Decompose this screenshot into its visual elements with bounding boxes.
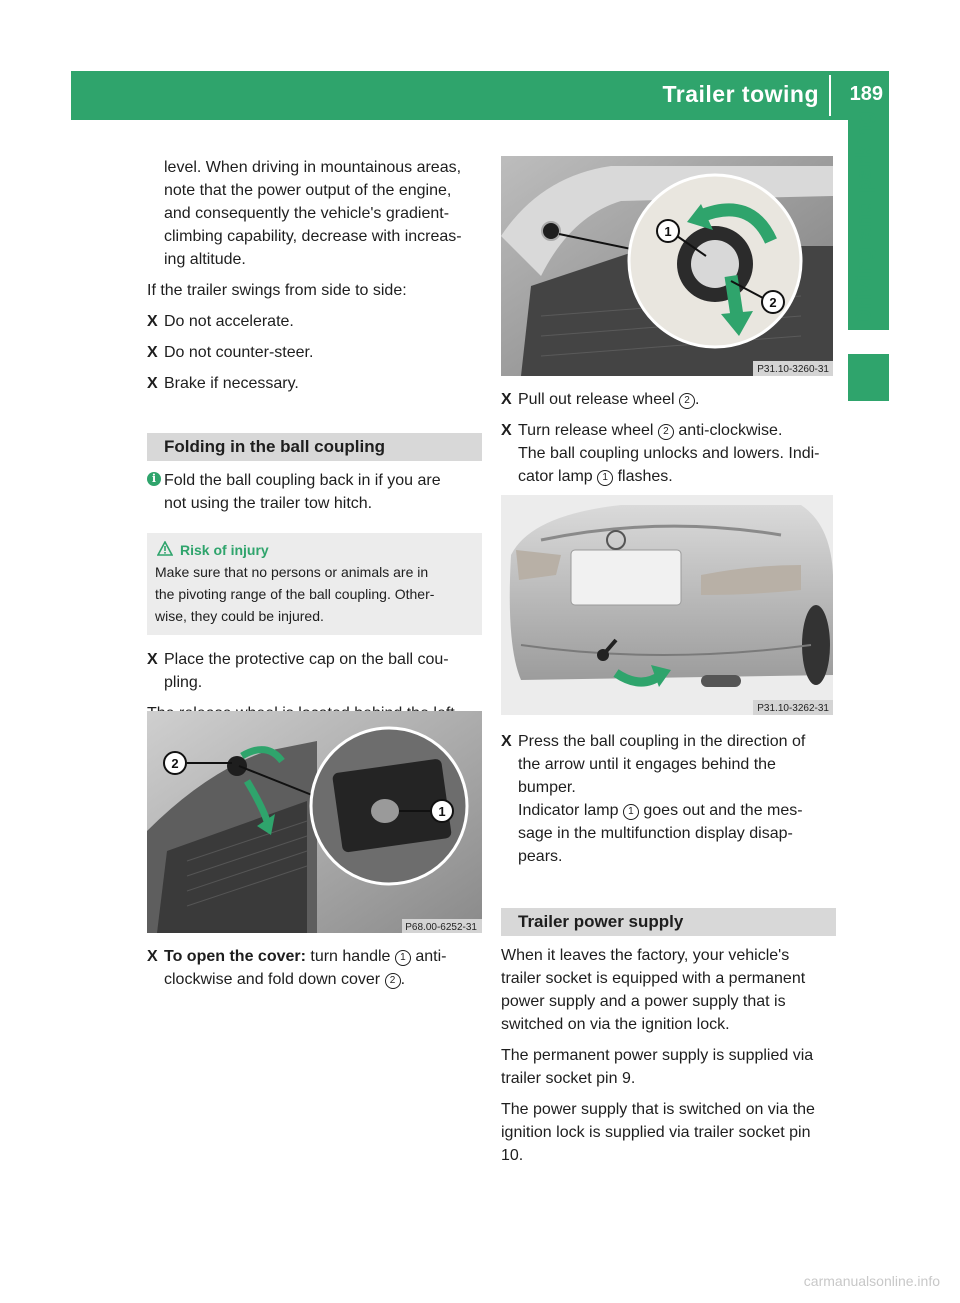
text-line: When it leaves the factory, your vehicle's: [501, 947, 790, 964]
text-line: not using the trailer tow hitch.: [164, 495, 373, 512]
callout-1: 1: [664, 224, 672, 239]
side-tab-block: [848, 354, 889, 401]
power-paragraph-3: [501, 1098, 836, 1167]
text-line: the pivoting range of the ball coupling. Other-: [155, 586, 435, 602]
step-text: Indicator lamp: [518, 802, 623, 819]
step-text: anti-clockwise.: [673, 422, 783, 439]
text-line: ing altitude.: [164, 251, 246, 268]
right-steps-bottom: [501, 730, 836, 1167]
text-line: note that the power output of the engine,: [164, 182, 452, 199]
step-marker: X: [501, 422, 512, 439]
text-line: bumper.: [518, 779, 576, 796]
chapter-title: Trailer towing: [662, 81, 819, 107]
step-marker: X: [147, 651, 158, 668]
step-text: .: [400, 971, 406, 988]
step-item: [147, 310, 482, 333]
step-bold-label: To open the cover:: [164, 948, 306, 965]
step-text: anti-: [410, 948, 447, 965]
callout-2: 2: [769, 295, 777, 310]
step-text: Brake if necessary.: [164, 375, 299, 392]
callout-2: 2: [171, 756, 179, 771]
figure-code: P31.10-3262-31: [757, 703, 829, 714]
text-line: Fold the ball coupling back in if you are: [164, 472, 441, 489]
release-wheel-figure: [501, 156, 833, 376]
step-marker: X: [147, 313, 158, 330]
step-text: goes out and the mes-: [638, 802, 803, 819]
power-paragraph-1: [501, 944, 836, 1036]
step-item: [501, 419, 836, 488]
callout-ref-1: 1: [597, 470, 613, 486]
warning-triangle-icon: [157, 541, 173, 556]
info-icon: i: [147, 472, 161, 486]
text-line: pling.: [164, 674, 203, 691]
text-line: Make sure that no persons or animals are in: [155, 564, 429, 580]
step-item: [147, 945, 482, 991]
step-text: flashes.: [613, 468, 673, 485]
warning-title: [155, 539, 474, 561]
step-text: turn handle: [305, 948, 395, 965]
ball-coupling-figure: [501, 495, 833, 715]
swing-text: If the trailer swings from side to side:: [147, 282, 407, 299]
callout-ref-1: 1: [395, 950, 411, 966]
step-text: Pull out release wheel: [518, 391, 679, 408]
text-line: trailer socket is equipped with a permanent: [501, 970, 806, 987]
step-item: [501, 388, 836, 411]
step-text: Do not accelerate.: [164, 313, 294, 330]
figure-code: P68.00-6252-31: [405, 922, 477, 933]
callout-1: 1: [438, 804, 446, 819]
text-line: 10.: [501, 1147, 524, 1164]
text-line: switched on via the ignition lock.: [501, 1016, 730, 1033]
text-line: sage in the multifunction display disap-: [518, 825, 793, 842]
step-item: [147, 341, 482, 364]
text-line: The permanent power supply is supplied via: [501, 1047, 814, 1064]
text-line: and consequently the vehicle's gradient-: [164, 205, 450, 222]
callout-ref-2: 2: [658, 424, 674, 440]
text-line: ignition lock is supplied via trailer socket pin: [501, 1124, 811, 1141]
boot-cover-figure: [147, 711, 482, 933]
step-marker: X: [147, 948, 158, 965]
page-header: [71, 71, 889, 120]
section-heading: Trailer power supply: [501, 908, 836, 936]
step-text: Do not counter-steer.: [164, 344, 314, 361]
text-line: trailer socket pin 9.: [501, 1070, 636, 1087]
section-heading: Folding in the ball coupling: [147, 433, 482, 461]
text-line: pears.: [518, 848, 563, 865]
text-line: The ball coupling unlocks and lowers. Indi-: [518, 445, 820, 462]
step-marker: X: [147, 375, 158, 392]
step-item: [147, 372, 482, 395]
step-text: cator lamp: [518, 468, 598, 485]
step-text: clockwise and fold down cover: [164, 971, 385, 988]
text-line: the arrow until it engages behind the: [518, 756, 776, 773]
step-marker: X: [501, 391, 512, 408]
watermark: carmanualsonline.info: [803, 1273, 940, 1289]
step-marker: X: [147, 344, 158, 361]
left-column: [147, 156, 482, 748]
text-line: climbing capability, decrease with increas-: [164, 228, 462, 245]
step-item: [501, 730, 836, 868]
text-line: level. When driving in mountainous areas,: [164, 159, 462, 176]
side-tab-label: Driving and parking: [851, 110, 876, 325]
power-paragraph-2: [501, 1044, 836, 1090]
callout-ref-1: 1: [623, 804, 639, 820]
page-number: 189: [849, 83, 883, 105]
callout-ref-2: 2: [385, 973, 401, 989]
open-cover-step-wrap: [147, 945, 482, 991]
intro-paragraph: [147, 156, 482, 271]
figure-code: P31.10-3260-31: [757, 364, 829, 375]
text-line: wise, they could be injured.: [155, 608, 324, 624]
step-item: [147, 648, 482, 694]
step-text: .: [694, 391, 700, 408]
warning-title-text: Risk of injury: [180, 542, 269, 558]
step-text: Turn release wheel: [518, 422, 658, 439]
text-line: The power supply that is switched on via the: [501, 1101, 815, 1118]
header-divider: [829, 75, 831, 116]
text-line: Place the protective cap on the ball cou-: [164, 651, 449, 668]
text-line: power supply and a power supply that is: [501, 993, 786, 1010]
warning-box: [147, 533, 482, 635]
info-note: [147, 469, 482, 515]
text-line: Press the ball coupling in the direction of: [518, 733, 806, 750]
callout-ref-2: 2: [679, 393, 695, 409]
step-marker: X: [501, 733, 512, 750]
right-steps-top: [501, 388, 836, 488]
